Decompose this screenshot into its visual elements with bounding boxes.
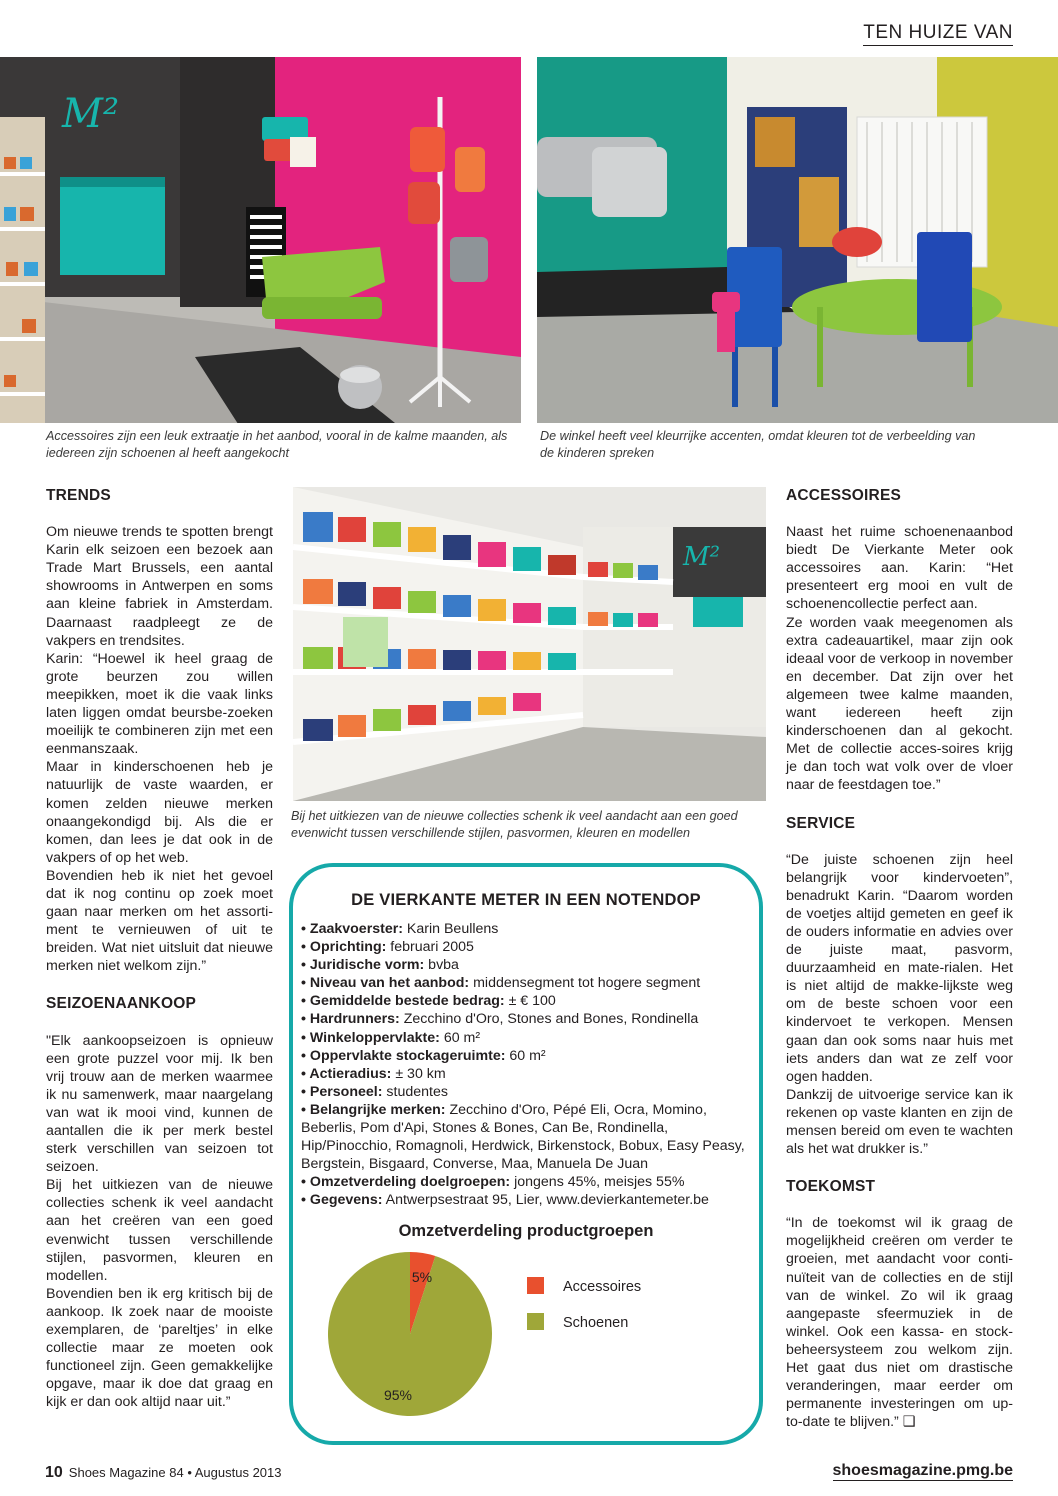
fact-item xyxy=(301,956,749,974)
fact-label: • Actieradius: xyxy=(301,1065,392,1082)
fact-label: • Oppervlakte stockageruimte: xyxy=(301,1047,506,1064)
fact-item xyxy=(301,1083,749,1101)
fact-value: Zecchino d'Oro, Pépé Eli, Ocra, Momino, Beberlis, Pom d'Api, Stones & Bones, Can Be, Rondinella, Hip/Pinocchio, Romagnoli, Herdwick, Birkenstock, Bobux, Easy Peasy, Bergstein, Bisgaard, Converse, Maa, Manuela De Juan xyxy=(301,1101,745,1173)
fact-value: februari 2005 xyxy=(386,939,474,956)
pie-chart xyxy=(293,1247,759,1427)
fact-value: ± 30 km xyxy=(391,1065,446,1082)
fact-value: jongens 45%, meisjes 55% xyxy=(510,1174,685,1191)
fact-value: middensegment tot hogere segment xyxy=(469,975,701,992)
fact-value: 60 m² xyxy=(439,1029,481,1046)
heading-accessoires: ACCESSOIRES xyxy=(786,487,902,504)
chart-title: Omzetverdeling productgroepen xyxy=(398,1221,654,1240)
fact-item xyxy=(301,1010,749,1028)
fact-value: 60 m² xyxy=(505,1047,546,1064)
photo-shoe-shelves-drawing xyxy=(293,487,766,801)
factbox-title: DE VIERKANTE METER IN EEN NOTENDOP xyxy=(351,891,701,909)
heading-toekomst: TOEKOMST xyxy=(786,1178,876,1196)
fact-item xyxy=(301,1047,749,1065)
seizoen-paragraph: Bovendien ben ik erg kritisch bij de aankoop. Ik zoek naar de mooiste exemplaren, de ‘pareltjes’ in elke collectie maar ze moeten ook functioneel zijn. Geen gemakkelijke opgave, maar ik doe dat graag en kijk er dan ook altijd naar uit.” xyxy=(46,1285,273,1411)
heading-service: SERVICE xyxy=(786,814,856,832)
accessoires-paragraph: Ze worden vaak meegenomen als extra cadeauartikel, maar zijn ook ideaal voor de verkoop in november en december. Dat zijn over het algemeen twee kalme maanden, want iedereen heeft zijn kinderschoenen dan al gekocht. Met de collectie acces-soires krijg je dan toch wat volk over de vloer naar de feestdagen toe.” xyxy=(786,614,1013,794)
toekomst-paragraph: “In de toekomst wil ik graag de mogelijkheid creëren om verder te groeien, met aandacht voor conti-nuïteit van de collecties en de stijl van de winkel. Zo wil ik graag aangepaste sfeermuziek in de winkel. Ook een kassa- en stock-beheersysteem zou welkom zijn. Het gaat dus niet om drastische veranderingen, maar eerder om permanente investeringen om up-to-date te blijven.” ❑ xyxy=(786,1215,1013,1431)
fact-label: • Juridische vorm: xyxy=(301,957,425,974)
legend-label: Schoenen xyxy=(563,1314,629,1331)
seizoen-paragraph: Bij het uitkiezen van de nieuwe collecties schenk ik veel aandacht aan het creëren van een goed evenwicht tussen verschillende stijlen, pasvormen, kleuren en modellen. xyxy=(46,1177,273,1284)
service-paragraph: Dankzij de uitvoerige service kan ik rekenen op vaste klanten en zijn de mensen bereid om even te wachten als het wat drukker is.” xyxy=(786,1086,1013,1158)
caption-middle: Bij het uitkiezen van de nieuwe collecties schenk ik veel aandacht aan een goed evenwicht tussen verschillende stijlen, pasvormen, kleuren en modellen xyxy=(291,809,738,840)
fact-item xyxy=(301,992,749,1010)
photo-kids-corner-drawing xyxy=(537,57,1058,423)
fact-label: • Zaakvoerster: xyxy=(301,921,403,937)
factbox xyxy=(289,863,763,1445)
fact-value: Antwerpsestraat 95, Lier, www.devierkantemeter.be xyxy=(382,1192,709,1209)
photo-logo-middle: M² xyxy=(683,542,721,572)
legend-swatch xyxy=(527,1313,544,1330)
fact-label: • Winkeloppervlakte: xyxy=(301,1029,440,1046)
footer-left xyxy=(45,1464,282,1482)
right-column xyxy=(786,487,1013,1431)
fact-label: • Niveau van het aanbod: xyxy=(301,975,470,992)
fact-label: • Gemiddelde bestede bedrag: xyxy=(301,993,505,1010)
website-link[interactable]: shoesmagazine.pmg.be xyxy=(832,1462,1013,1479)
fact-value: Zecchino d'Oro, Stones and Bones, Rondinella xyxy=(399,1011,699,1028)
fact-label: • Omzetverdeling doelgroepen: xyxy=(301,1174,511,1191)
fact-item xyxy=(301,1191,749,1209)
factbox-list xyxy=(301,920,749,1210)
publication-info: Shoes Magazine 84 • Augustus 2013 xyxy=(68,1465,282,1480)
fact-value: Karin Beullens xyxy=(402,921,499,937)
fact-item xyxy=(301,938,749,956)
fact-label: • Personeel: xyxy=(301,1083,383,1100)
trends-paragraph: Bovendien heb ik niet het gevoel dat ik nog continu op zoek moet gaan naar merken om het assorti-ment te vernieuwen of uit te breiden. Wat niet uitsluit dat nieuwe merken niet welkom zijn.” xyxy=(46,867,273,975)
legend-label: Accessoires xyxy=(563,1278,642,1295)
fact-label: • Belangrijke merken: xyxy=(301,1101,446,1118)
section-tag: TEN HUIZE VAN xyxy=(863,22,1013,46)
legend-swatch xyxy=(527,1277,544,1294)
heading-seizoenaankoop: SEIZOENAANKOOP xyxy=(46,995,197,1013)
photo-kids-corner xyxy=(537,57,1058,423)
service-paragraph: “De juiste schoenen zijn heel belangrijk voor kindervoeten”, benadrukt Karin. “Daarom worden de voetjes altijd gemeten en geef ik de ouders informatie en advies over de juiste maat, pasvorm, duurzaamheid en mate-rialen. Het is niet altijd de makke-lijkste weg om de beste schoen voor een kindervoet te verkopen. Mensen gaan dan ook soms naar huis met iets anders dan wat ze zelf voor ogen hadden. xyxy=(786,851,1013,1085)
photo-shop-pink-wall-drawing xyxy=(0,57,521,423)
pie-value-label: 5% xyxy=(411,1268,433,1285)
fact-label: • Oprichting: xyxy=(301,939,387,956)
photo-shoe-shelves xyxy=(293,487,766,801)
left-column xyxy=(46,487,273,1412)
fact-item xyxy=(301,1029,749,1047)
page-number: 10 xyxy=(45,1464,63,1481)
photo-shop-pink-wall xyxy=(0,57,521,423)
heading-trends: TRENDS xyxy=(46,487,111,504)
fact-label: • Gegevens: xyxy=(301,1192,383,1209)
fact-item xyxy=(301,1101,749,1173)
caption-top-left: Accessoires zijn een leuk extraatje in het aanbod, vooral in de kalme maanden, als iedereen zijn schoenen al heeft aangekocht xyxy=(46,429,508,460)
fact-value: studentes xyxy=(382,1083,448,1100)
fact-item xyxy=(301,920,749,938)
accessoires-paragraph: Naast het ruime schoenenaanbod biedt De Vierkante Meter ook accessoires aan. Karin: “Het presenteert erg mooi en vult de schoenencollectie perfect aan. xyxy=(786,524,1013,613)
caption-top-right: De winkel heeft veel kleurrijke accenten, omdat kleuren tot de verbeelding van de kinderen spreken xyxy=(540,429,976,460)
trends-paragraph: Maar in kinderschoenen heb je natuurlijk de vaste waarden, er komen zelden nieuwe merken onaangekondigd bij. Als die er komen, dan lees je dat ook in de vakpers of op het web. xyxy=(46,759,273,866)
pie-value-label: 95% xyxy=(383,1386,413,1403)
fact-value: ± € 100 xyxy=(504,993,556,1010)
trends-paragraph: Karin: “Hoewel ik heel graag de grote beurzen zou willen meepikken, moet ik die vaak links laten liggen omdat beursbe-zoeken moeilijk te combineren zijn met een eenmanszaak. xyxy=(46,650,273,758)
seizoen-paragraph: "Elk aankoopseizoen is opnieuw een grote puzzel voor mij. Ik ben vrij trouw aan de merken waarmee ik nu samenwerk, maar naargelang van wat ik mooi vind, kunnen de aantallen die ik per merk bestel sterk verschillen van seizoen tot seizoen. xyxy=(46,1032,273,1176)
photo-logo-left: M² xyxy=(62,91,119,137)
trends-paragraph: Om nieuwe trends te spotten brengt Karin elk seizoen een bezoek aan Trade Mart Brussels, een aantal showrooms in Antwerpen en soms aan kleine fabriek in Amsterdam. Daarnaast raadpleegt ze de vakpers en trendsites. xyxy=(46,524,273,649)
fact-item xyxy=(301,1173,749,1191)
fact-item xyxy=(301,1065,749,1083)
fact-label: • Hardrunners: xyxy=(301,1011,400,1028)
fact-item xyxy=(301,974,749,992)
fact-value: bvba xyxy=(424,957,459,974)
